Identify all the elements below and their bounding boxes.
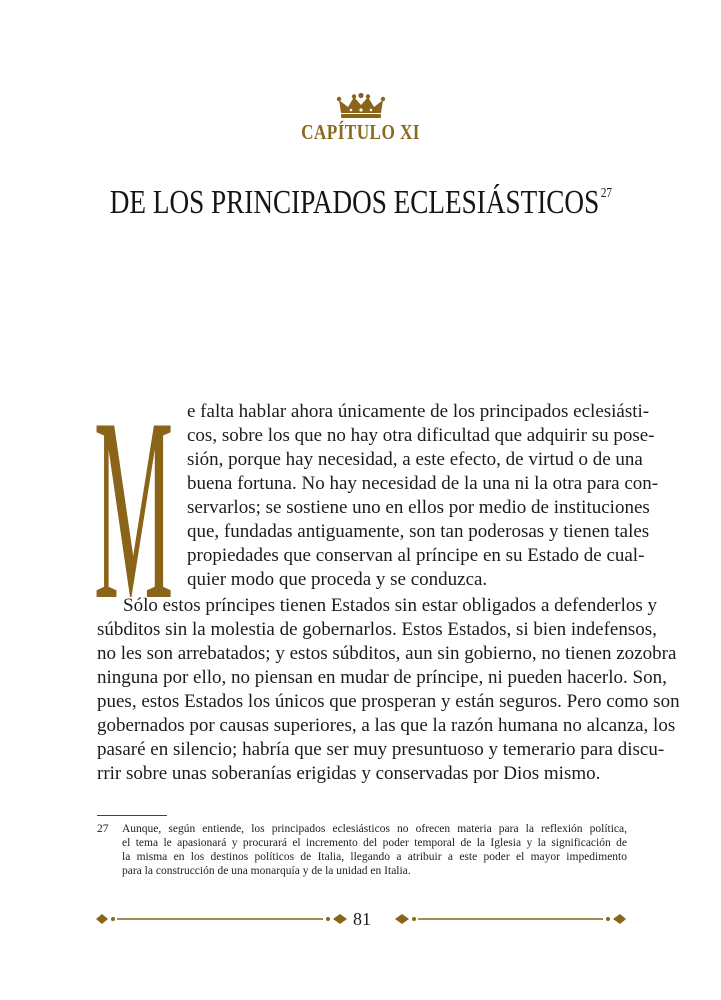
- chapter-label: CAPÍTULO XI: [301, 120, 420, 144]
- paragraph-line: e falta hablar ahora únicamente de los principados eclesiásti-: [187, 401, 650, 422]
- footnote-line: la misma en los destinos políticos de Italia, llegando a atribuir a este poder el mayor impedimento: [122, 851, 627, 863]
- paragraph-line: rrir sobre unas soberanías erigidas y conservadas por Dios mismo.: [97, 763, 601, 784]
- paragraph-line: que, fundadas antiguamente, son tan poderosas y tienen tales: [187, 521, 650, 542]
- paragraph-line: cos, sobre los que no hay otra dificultad que adquirir su pose-: [187, 425, 655, 446]
- footnote-line: el tema le apasionará y procurará el incremento del poder temporal de la Iglesia y la significación de: [122, 837, 627, 849]
- page-number: 81: [353, 909, 371, 929]
- paragraph-line: ninguna por ello, no piensan en mudar de príncipe, ni pueden hacerlo. Son,: [97, 667, 667, 688]
- paragraph-line: gobernados por causas superiores, a las que la razón humana no alcanza, los: [97, 715, 676, 736]
- footnote-line: para la construcción de una monarquía y de la unidad en Italia.: [122, 865, 411, 877]
- paragraph-line: súbditos sin la molestia de gobernarlos. Estos Estados, si bien indefensos,: [97, 619, 657, 640]
- footnote-number: 27: [97, 823, 109, 835]
- footnote-line: Aunque, según entiende, los principados eclesiásticos no ofrecen materia para la reflexión política,: [122, 823, 627, 835]
- footer-ornament-right-icon: [394, 912, 627, 926]
- footnote-ref: 27: [600, 186, 612, 201]
- crown-icon: [336, 93, 386, 119]
- chapter-title: [0, 184, 721, 222]
- paragraph-line: buena fortuna. No hay necesidad de la una ni la otra para con-: [187, 473, 659, 494]
- paragraph-line: servarlos; se sostiene uno en ellos por medio de instituciones: [187, 497, 650, 518]
- drop-cap: M: [94, 364, 174, 654]
- paragraph-line: pasaré en silencio; habría que ser muy presuntuoso y temerario para discu-: [97, 739, 665, 760]
- paragraph-line: pues, estos Estados los únicos que prosperan y están seguros. Pero como son: [97, 691, 680, 712]
- paragraph-line: Sólo estos príncipes tienen Estados sin estar obligados a defenderlos y: [123, 595, 658, 616]
- paragraph-line: quier modo que proceda y se conduzca.: [187, 569, 488, 590]
- paragraph-line: no les son arrebatados; y estos súbditos, aun sin gobierno, no tienen zozobra: [97, 643, 677, 664]
- footer-ornament-left-icon: [95, 912, 348, 926]
- footnote-divider: [97, 815, 167, 816]
- chapter-title-text: DE LOS PRINCIPADOS ECLESIÁSTICOS: [109, 184, 599, 221]
- paragraph-line: sión, porque hay necesidad, a este efecto, de virtud o de una: [187, 449, 643, 470]
- paragraph-line: propiedades que conservan al príncipe en su Estado de cual-: [187, 545, 645, 566]
